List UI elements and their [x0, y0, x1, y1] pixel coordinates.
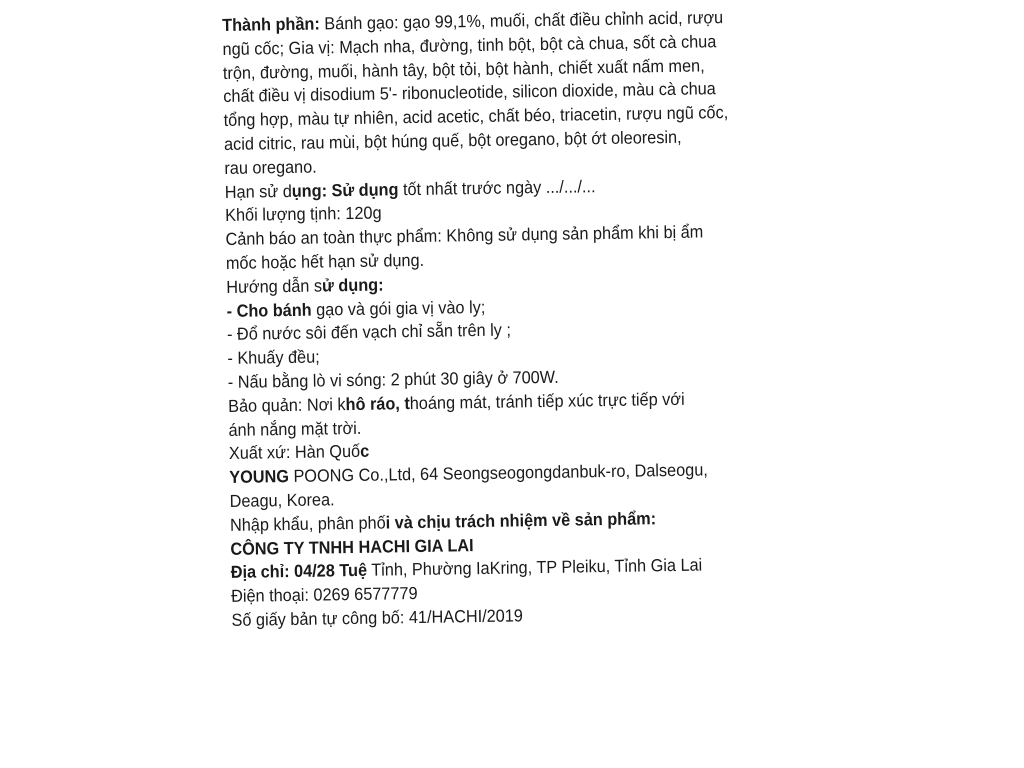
ingredients-line: rau oregano. [224, 156, 317, 178]
storage-line: ánh nắng mặt trời. [228, 417, 362, 440]
maker-line: Deagu, Korea. [229, 489, 335, 511]
usage-heading: Hướng dẫn sử dụng: [226, 274, 384, 297]
usage-step: - Đổ nước sôi đến vạch chỉ sẵn trên ly ; [226, 319, 512, 345]
ingredients-line: tổng hợp, màu tự nhiên, acid acetic, chất béo, triacetin, rượu ngũ cốc, [223, 102, 729, 131]
usage-step: - Cho bánh gạo và gói gia vị vào ly; [226, 296, 486, 321]
product-label [222, 6, 771, 633]
usage-step: - Nấu bằng lò vi sóng: 2 phút 30 giây ở 700W. [227, 366, 559, 392]
phone-line: Điện thoại: 0269 6577779 [230, 583, 418, 607]
declaration-line: Số giấy bản tự công bố: 41/HACHI/2019 [231, 605, 524, 630]
ingredients-line: Thành phần: Bánh gạo: gạo 99,1%, muối, chất điều chỉnh acid, rượu [222, 7, 724, 35]
usage-step: - Khuấy đều; [227, 346, 320, 369]
expiry-line: Hạn sử dụng: Sử dụng tốt nhất trước ngày .../.../... [224, 175, 596, 202]
maker-line: YOUNG POONG Co.,Ltd, 64 Seongseogongdanbuk-ro, Dalseogu, [229, 459, 708, 488]
importer-line: Nhập khẩu, phân phối và chịu trách nhiệm về sản phẩm: [229, 507, 657, 535]
ingredients-line: acid citric, rau mùi, bột húng quế, bột oregano, bột ớt oleoresin, [223, 126, 682, 154]
ingredients-heading: Thành phần: [222, 13, 320, 35]
ingredients-line: ngũ cốc; Gia vị: Mạch nha, đường, tinh bột, bột cà chua, sốt cà chua [222, 31, 717, 59]
company-name: CÔNG TY TNHH HACHI GIA LAI [230, 534, 474, 559]
ingredients-line: chất điều vị disodium 5'- ribonucleotide, silicon dioxide, màu cà chua [223, 78, 716, 107]
warning-line: Cảnh báo an toàn thực phẩm: Không sử dụng sản phẩm khi bị ẩm [225, 221, 704, 250]
origin-line: Xuất xứ: Hàn Quốc [228, 441, 370, 464]
warning-line: mốc hoặc hết hạn sử dụng. [225, 249, 425, 273]
storage-line: Bảo quản: Nơi khô ráo, thoáng mát, tránh tiếp xúc trực tiếp với [227, 388, 685, 416]
address-line: Địa chỉ: 04/28 Tuệ Tỉnh, Phường IaKring, TP Pleiku, Tỉnh Gia Lai [230, 554, 703, 583]
ingredients-line: trộn, đường, muối, hành tây, bột tỏi, bột hành, chiết xuất nấm men, [222, 55, 705, 83]
net-weight: Khối lượng tịnh: 120g [225, 202, 382, 226]
